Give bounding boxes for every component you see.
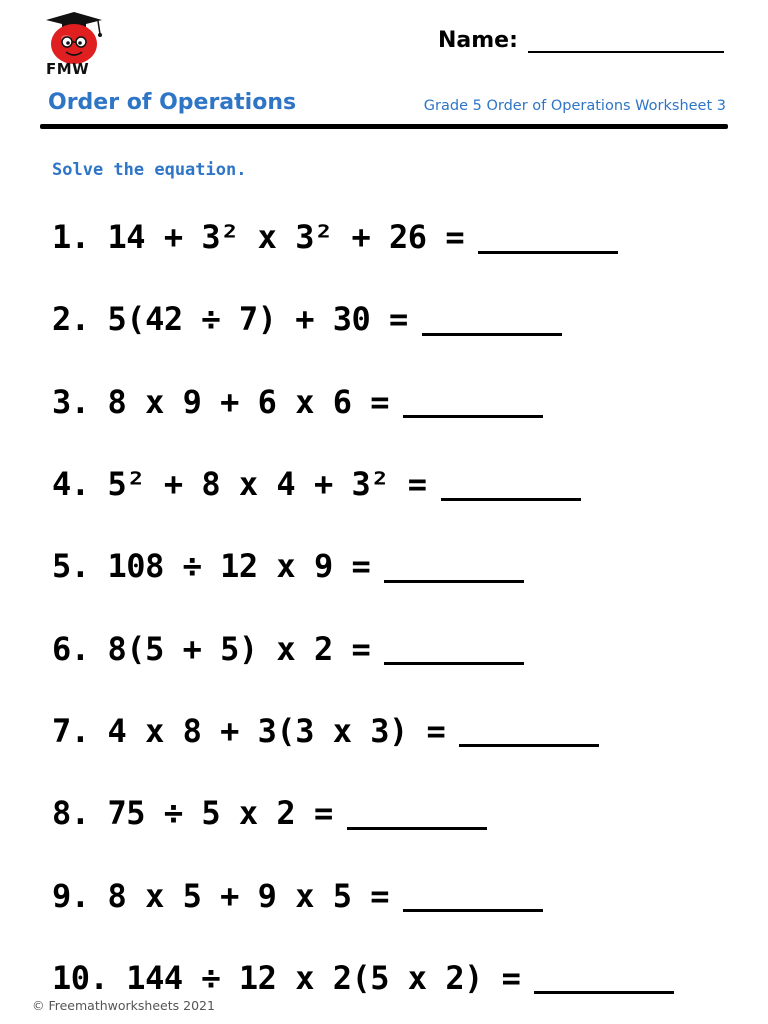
problem-expression: 75 ÷ 5 x 2 = xyxy=(107,794,333,833)
answer-blank[interactable] xyxy=(534,961,674,994)
problem-expression: 5² + 8 x 4 + 3² = xyxy=(107,465,427,504)
problem-expression: 4 x 8 + 3(3 x 3) = xyxy=(107,711,446,750)
header-divider xyxy=(40,124,728,129)
problem-number: 2. xyxy=(52,300,90,339)
problem-number: 9. xyxy=(52,876,90,915)
answer-blank[interactable] xyxy=(478,221,618,254)
answer-blank[interactable] xyxy=(459,714,599,747)
answer-blank[interactable] xyxy=(347,797,487,830)
copyright-footer: © Freemathworksheets 2021 xyxy=(32,998,215,1013)
answer-blank[interactable] xyxy=(403,385,543,418)
worksheet-title: Order of Operations xyxy=(48,90,297,115)
problem-list xyxy=(52,196,742,1019)
problem-expression: 8 x 9 + 6 x 6 = xyxy=(107,382,390,421)
problem-item xyxy=(52,854,742,936)
problem-expression: 8 x 5 + 9 x 5 = xyxy=(107,876,390,915)
problem-expression: 108 ÷ 12 x 9 = xyxy=(107,547,371,586)
problem-item xyxy=(52,278,742,360)
problem-expression: 14 + 3² x 3² + 26 = xyxy=(107,218,465,257)
problem-expression: 8(5 + 5) x 2 = xyxy=(107,629,371,668)
answer-blank[interactable] xyxy=(441,468,581,501)
problem-expression: 144 ÷ 12 x 2(5 x 2) = xyxy=(126,958,521,997)
problem-number: 7. xyxy=(52,711,90,750)
instruction-text: Solve the equation. xyxy=(52,160,247,180)
answer-blank[interactable] xyxy=(384,632,524,665)
problem-number: 4. xyxy=(52,465,90,504)
problem-item xyxy=(52,443,742,525)
logo-text: FMW xyxy=(46,60,90,78)
answer-blank[interactable] xyxy=(384,550,524,583)
problem-number: 3. xyxy=(52,382,90,421)
worksheet-subtitle: Grade 5 Order of Operations Worksheet 3 xyxy=(423,98,726,114)
answer-blank[interactable] xyxy=(422,303,562,336)
name-blank-line[interactable] xyxy=(528,29,724,53)
problem-number: 5. xyxy=(52,547,90,586)
problem-item xyxy=(52,690,742,772)
problem-number: 1. xyxy=(52,218,90,257)
problem-number: 10. xyxy=(52,958,109,997)
problem-number: 6. xyxy=(52,629,90,668)
problem-item xyxy=(52,607,742,689)
answer-blank[interactable] xyxy=(403,879,543,912)
problem-item xyxy=(52,196,742,278)
problem-number: 8. xyxy=(52,794,90,833)
problem-item xyxy=(52,772,742,854)
name-field xyxy=(438,28,724,53)
problem-item xyxy=(52,361,742,443)
problem-expression: 5(42 ÷ 7) + 30 = xyxy=(107,300,408,339)
name-label: Name: xyxy=(438,28,518,53)
problem-item xyxy=(52,525,742,607)
